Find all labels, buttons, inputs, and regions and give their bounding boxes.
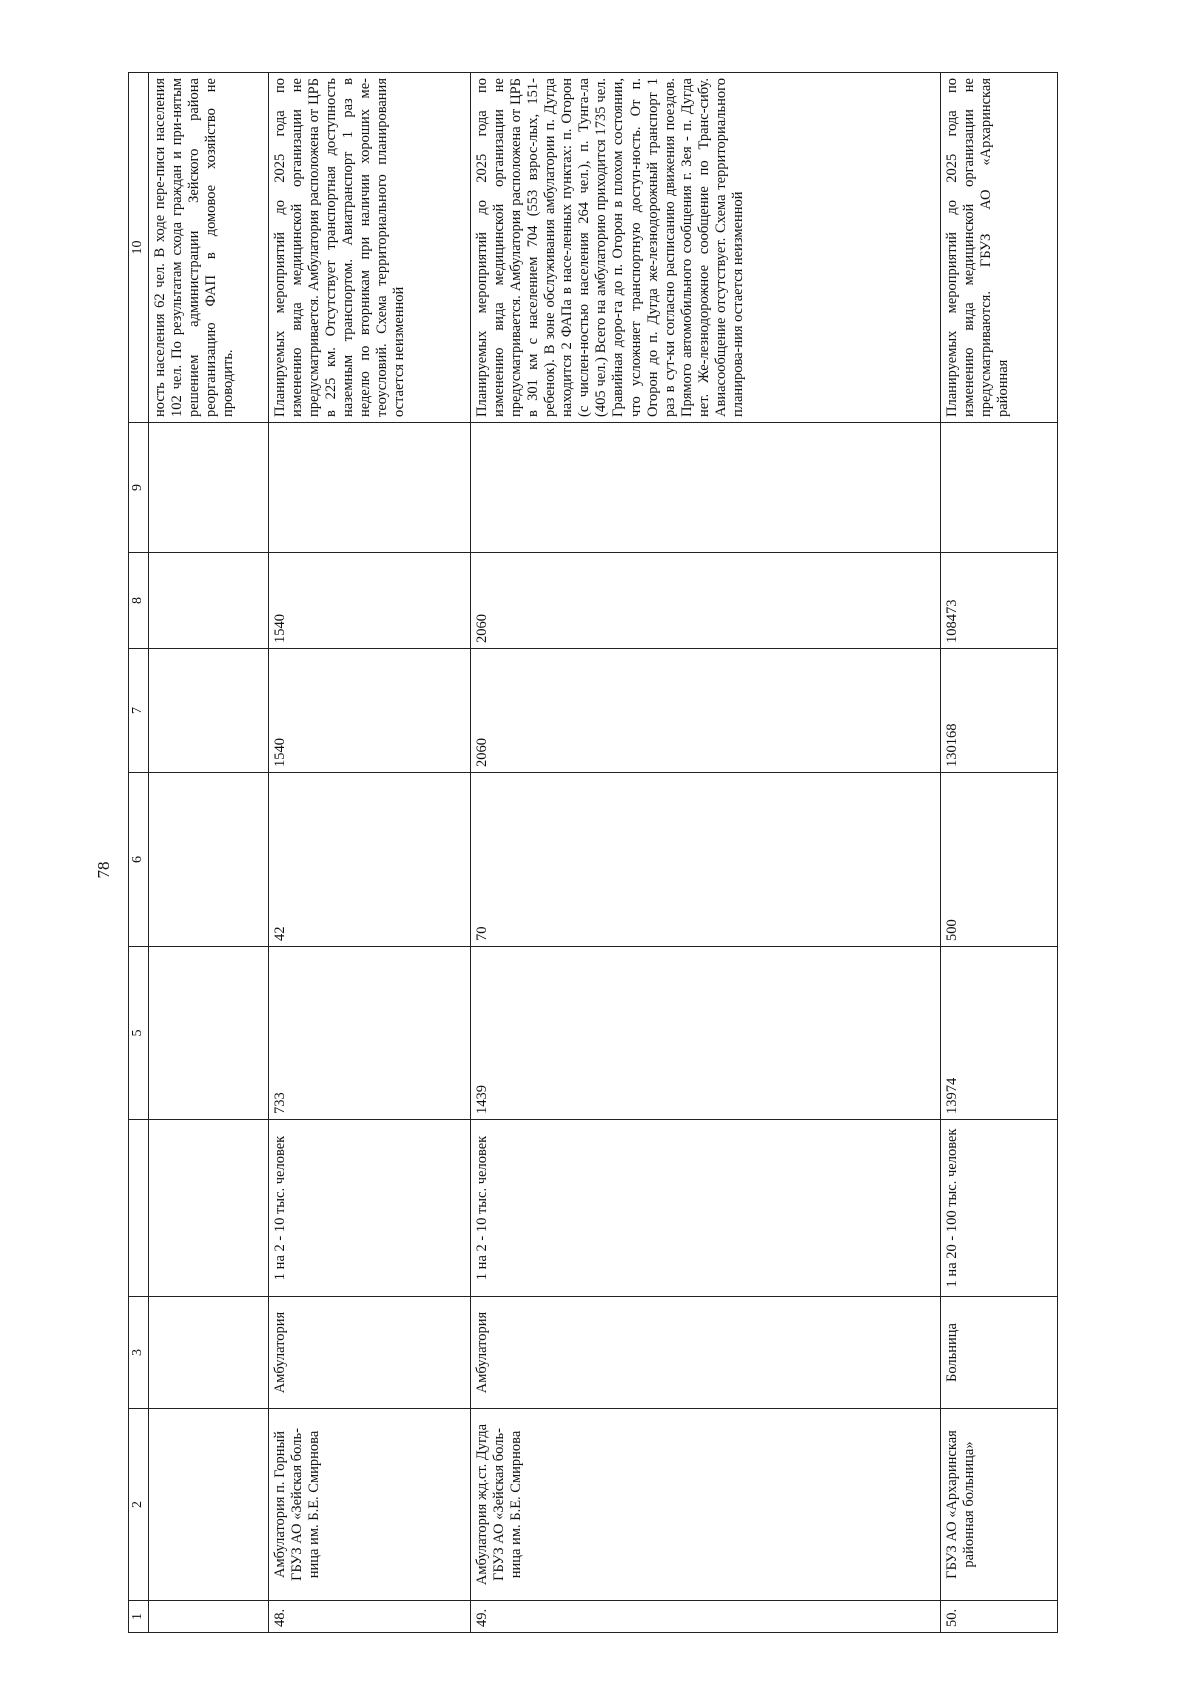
row-number: 50. — [940, 1601, 1057, 1633]
notes-text: Планируемых мероприятий до 2025 года по изменению вида медицинской организации не предусматривается. Амбулатория расположена от ЦРБ в 301 км с населением 704 (553 взрос-лых, 151- ребенок). В зоне обслуживания амбулатории п. Дугда находится 2 ФАПа в насе-ленных пунктах: п. Огорон (с числен-ностью населения 264 чел.), п. Тунга-ла (405 чел.) Всего на амбулаторию приходится 1735 чел. Гравийная доро-га до п. Огорон в плохом состоянии, что усложняет транспортную доступ-ность. От п. Огорон до п. Дугда же-лезнодорожный транспорт 1 раз в сут-ки согласно расписанию движения поездов. Прямого автомобильного сообщения г. Зея - п. Дугда нет. Же-лезнодорожное сообщение по Транс-сибу. Авиасообщение отсутствует. Схема территориального планирова-ния остается неизменной — [470, 73, 940, 423]
value-col-5: 13974 — [940, 947, 1057, 1120]
facility-name: ГБУЗ АО «Архаринская районная больница» — [940, 1409, 1057, 1601]
coverage-norm: 1 на 2 - 10 тыс. человек — [470, 1120, 940, 1297]
row-number: 49. — [470, 1601, 940, 1633]
column-header-4 — [129, 1120, 149, 1297]
value-col-5 — [148, 947, 268, 1120]
row-number: 48. — [268, 1601, 470, 1633]
facility-name: Амбулатория жд.ст. Дугда ГБУЗ АО «Зейская боль-ница им. Б.Е. Смирнова — [470, 1409, 940, 1601]
value-col-7: 130168 — [940, 649, 1057, 773]
facility-name: Амбулатория п. Горный ГБУЗ АО «Зейская боль-ница им. Б.Е. Смирнова — [268, 1409, 470, 1601]
facility-type: Больница — [940, 1297, 1057, 1409]
column-header-8: 8 — [129, 553, 149, 649]
value-col-8: 2060 — [470, 553, 940, 649]
column-header-10: 10 — [129, 73, 149, 423]
column-header-7: 7 — [129, 649, 149, 773]
value-col-9 — [268, 423, 470, 553]
value-col-6: 70 — [470, 773, 940, 947]
value-col-8: 108473 — [940, 553, 1057, 649]
row-number — [148, 1601, 268, 1633]
value-col-7: 1540 — [268, 649, 470, 773]
facility-type — [148, 1297, 268, 1409]
value-col-8: 1540 — [268, 553, 470, 649]
column-header-2: 2 — [129, 1409, 149, 1601]
table-row — [148, 73, 268, 1633]
table-row — [470, 73, 940, 1633]
coverage-norm: 1 на 20 - 100 тыс. человек — [940, 1120, 1057, 1297]
column-header-3: 3 — [129, 1297, 149, 1409]
value-col-6 — [148, 773, 268, 947]
table-row — [940, 73, 1057, 1633]
facility-type: Амбулатория — [470, 1297, 940, 1409]
coverage-norm: 1 на 2 - 10 тыс. человек — [268, 1120, 470, 1297]
value-col-8 — [148, 553, 268, 649]
column-header-9: 9 — [129, 423, 149, 553]
header-row — [129, 73, 149, 1633]
notes-text: ность населения 62 чел. В ходе пере-писи населения 102 чел. По результатам схода граждан и при-нятым решением администрации Зейского района реорганизацию ФАП в домовое хозяйство не проводить. — [148, 73, 268, 423]
coverage-norm — [148, 1120, 268, 1297]
value-col-6: 42 — [268, 773, 470, 947]
value-col-7: 2060 — [470, 649, 940, 773]
column-header-6: 6 — [129, 773, 149, 947]
notes-text: Планируемых мероприятий до 2025 года по изменению вида медицинской организации не предусматриваются. ГБУЗ АО «Архаринская районная — [940, 73, 1057, 423]
rotated-landscape-page — [128, 73, 1058, 1633]
notes-text: Планируемых мероприятий до 2025 года по изменению вида медицинской организации не предусматривается. Амбулатория расположена от ЦРБ в 225 км. Отсутствует транспортная доступность наземным транспортом. Авиатранспорт 1 раз в неделю по вторникам при наличии хороших ме-теоусловий. Схема территориального планирования остается неизменной — [268, 73, 470, 423]
facilities-table — [128, 72, 1058, 1633]
column-header-5: 5 — [129, 947, 149, 1120]
facility-type: Амбулатория — [268, 1297, 470, 1409]
page-number: 78 — [94, 861, 113, 879]
value-col-9 — [940, 423, 1057, 553]
value-col-7 — [148, 649, 268, 773]
table-row — [268, 73, 470, 1633]
value-col-5: 733 — [268, 947, 470, 1120]
value-col-9 — [148, 423, 268, 553]
column-header-1: 1 — [129, 1601, 149, 1633]
value-col-9 — [470, 423, 940, 553]
value-col-6: 500 — [940, 773, 1057, 947]
facility-name — [148, 1409, 268, 1601]
value-col-5: 1439 — [470, 947, 940, 1120]
